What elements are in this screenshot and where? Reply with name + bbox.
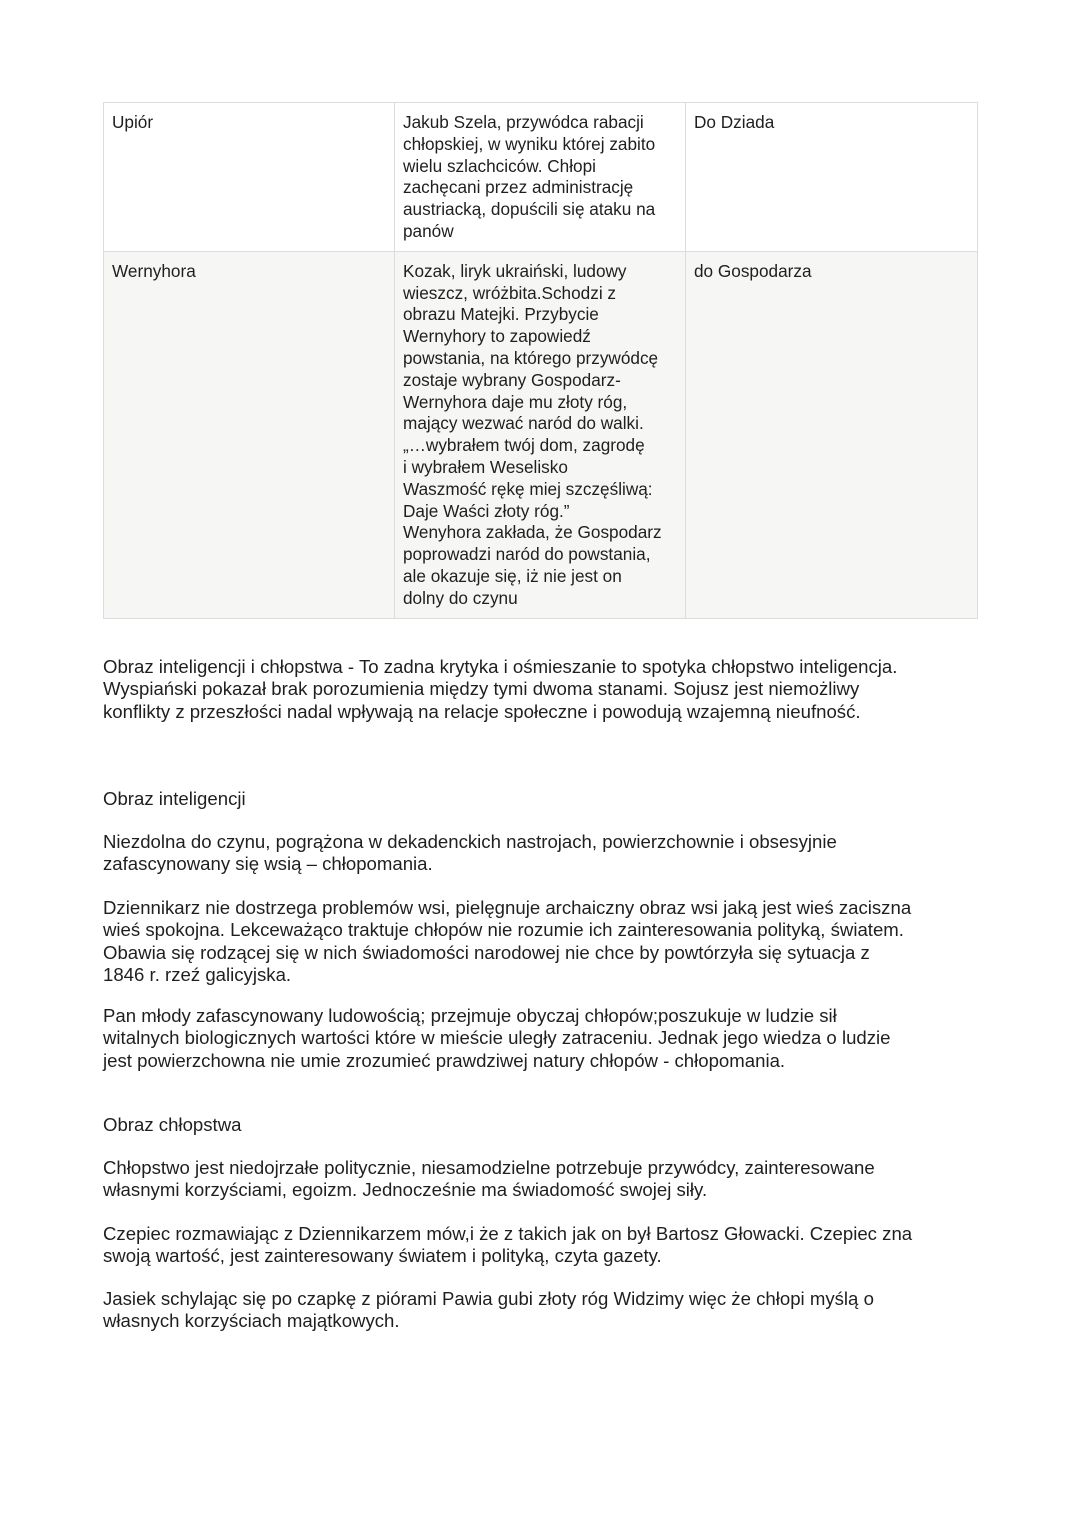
description-line: i wybrałem Weselisko xyxy=(403,456,568,477)
character-name-cell xyxy=(104,103,395,252)
addressee-cell xyxy=(686,251,978,618)
description-line: Daje Waści złoty róg.” xyxy=(403,500,570,521)
paragraph-line: Chłopstwo jest niedojrzałe politycznie, niesamodzielne potrzebuje przywódcy, zainteresowane xyxy=(103,1157,875,1178)
paragraph-line: Pan młody zafascynowany ludowością; przejmuje obyczaj chłopów;poszukuje w ludzie sił xyxy=(103,1005,837,1026)
description-line: wieszcz, wróżbita.Schodzi z xyxy=(403,282,617,303)
description-line: mający wezwać naród do walki. xyxy=(403,413,644,434)
description-line: powstania, na którego przywódcę xyxy=(403,347,659,368)
chlopstwo-paragraph xyxy=(103,1288,983,1333)
description-line: poprowadzi naród do powstania, xyxy=(403,544,651,565)
paragraph-line: Obraz inteligencji i chłopstwa - To zadna krytyka i ośmieszanie to spotyka chłopstwo inteligencja. xyxy=(103,656,898,677)
paragraph-line: witalnych biologicznych wartości które w mieście uległy zatraceniu. Jednak jego wiedza o ludzie xyxy=(103,1027,891,1049)
description-line: Wernyhora daje mu złoty róg, xyxy=(403,391,628,412)
addressee-cell xyxy=(686,103,978,252)
inteligencja-paragraph xyxy=(103,1005,983,1072)
paragraph-line: własnymi korzyściami, egoizm. Jednocześnie ma świadomość swojej siły. xyxy=(103,1179,708,1201)
addressee: Do Dziada xyxy=(694,112,775,132)
description-line: Kozak, liryk ukraiński, ludowy xyxy=(403,260,627,281)
description-line: Wernyhory to zapowiedź xyxy=(403,326,591,347)
inteligencja-paragraph xyxy=(103,831,983,876)
section-heading-inteligencja: Obraz inteligencji xyxy=(103,788,246,809)
description-line: wielu szlachciców. Chłopi xyxy=(403,155,596,176)
characters-table xyxy=(103,102,978,619)
description-line: Wenyhora zakłada, że Gospodarz xyxy=(403,522,662,543)
description-line: Waszmość rękę miej szczęśliwą: xyxy=(403,478,653,499)
paragraph-line: Jasiek schylając się po czapkę z piórami Pawia gubi złoty róg Widzimy więc że chłopi myślą o xyxy=(103,1288,874,1309)
description-line: obrazu Matejki. Przybycie xyxy=(403,304,599,325)
inteligencja-paragraph xyxy=(103,897,983,986)
description-line: dolny do czynu xyxy=(403,587,518,608)
paragraph-line: własnych korzyściach majątkowych. xyxy=(103,1310,400,1332)
description-line: panów xyxy=(403,220,454,241)
character-name: Upiór xyxy=(112,112,154,132)
character-name-cell xyxy=(104,251,395,618)
chlopstwo-paragraph xyxy=(103,1223,983,1268)
description-line: Jakub Szela, przywódca rabacji xyxy=(403,112,644,132)
paragraph-line: swoją wartość, jest zainteresowany światem i polityką, czyta gazety. xyxy=(103,1245,662,1267)
description-line: zostaje wybrany Gospodarz- xyxy=(403,369,621,390)
paragraph-line: Dziennikarz nie dostrzega problemów wsi, pielęgnuje archaiczny obraz wsi jaką jest wieś zaciszna xyxy=(103,897,912,918)
paragraph-line: wieś spokojna. Lekceważąco traktuje chłopów nie rozumie ich zainteresowania polityką, światem. xyxy=(103,919,904,941)
table-row xyxy=(104,251,978,618)
section-heading-chlopstwo: Obraz chłopstwa xyxy=(103,1114,242,1135)
paragraph-line: Czepiec rozmawiając z Dziennikarzem mów,i że z takich jak on był Bartosz Głowacki. Czepiec zna xyxy=(103,1223,913,1244)
paragraph-line: konflikty z przeszłości nadal wpływają na relacje społeczne i powodują wzajemną nieufność. xyxy=(103,700,861,722)
paragraph-line: jest powierzchowna nie umie zrozumieć prawdziwej natury chłopów - chłopomania. xyxy=(103,1049,786,1071)
paragraph-line: Wyspiański pokazał brak porozumienia między tymi dwoma stanami. Sojusz jest niemożliwy xyxy=(103,678,860,700)
description-line: „…wybrałem twój dom, zagrodę xyxy=(403,435,645,456)
description-line: austriacką, dopuścili się ataku na xyxy=(403,199,656,220)
paragraph-line: zafascynowany się wsią – chłopomania. xyxy=(103,853,433,875)
intro-paragraph xyxy=(103,656,983,723)
character-description-cell xyxy=(395,103,686,252)
description-line: zachęcani przez administrację xyxy=(403,177,634,198)
table-row xyxy=(104,103,978,252)
description-line: ale okazuje się, iż nie jest on xyxy=(403,565,622,586)
addressee: do Gospodarza xyxy=(694,260,812,281)
description-line: chłopskiej, w wyniku której zabito xyxy=(403,133,656,154)
paragraph-line: Obawia się rodzącej się w nich świadomości narodowej nie chce by powtórzyła się sytuacja z xyxy=(103,941,870,963)
chlopstwo-paragraph xyxy=(103,1157,983,1202)
paragraph-line: Niezdolna do czynu, pogrążona w dekadenckich nastrojach, powierzchownie i obsesyjnie xyxy=(103,831,837,852)
character-description-cell xyxy=(395,251,686,618)
character-name: Wernyhora xyxy=(112,260,196,281)
paragraph-line: 1846 r. rzeź galicyjska. xyxy=(103,963,292,985)
